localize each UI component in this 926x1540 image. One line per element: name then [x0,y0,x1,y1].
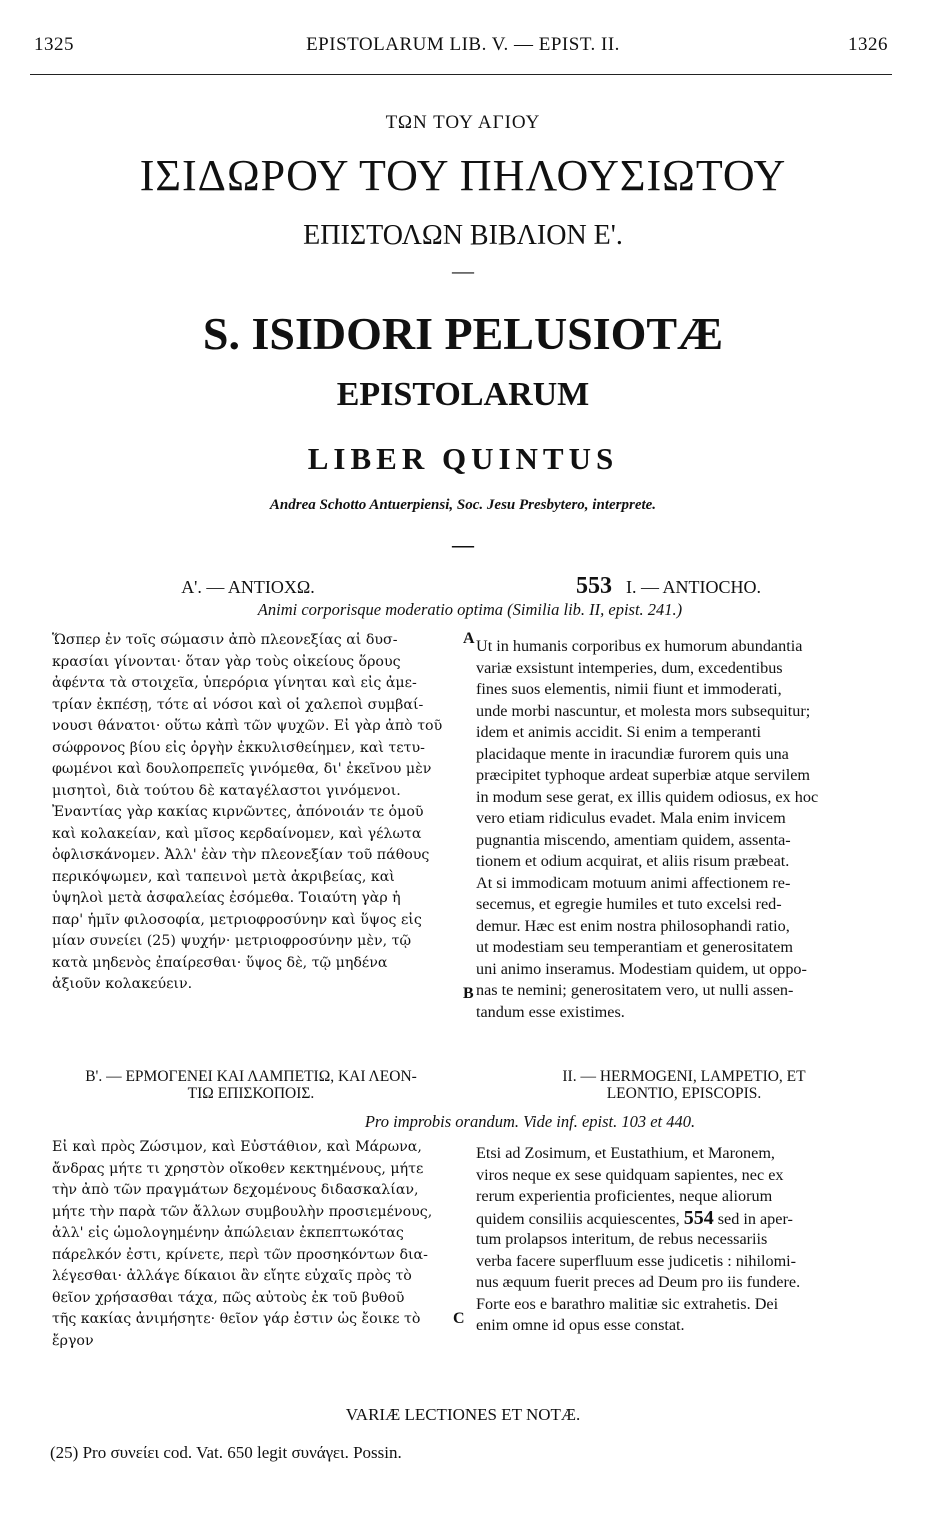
text-line: nas te nemini; generositatem vero, ut nulli assen- [476,981,794,999]
text-line: Ἐναντίας γὰρ κακίας κιρνῶντες, ἀπόνοιάν τε ὁμοῦ [52,804,424,820]
text-line: πάρελκόν ἐστι, κρίνετε, περὶ τῶν προσηκόντων δια- [52,1246,428,1263]
text-line: φωμένοι καὶ δουλοπρεπεῖς γινόμεθα, δι' ἐκεῖνου μὲν [52,761,432,777]
text-line: θεῖον χρήσασθαι τάχα, πῶς αὐτοὺς ἐκ τοῦ βυθοῦ [52,1289,405,1306]
text-line: vero etiam ridiculus evadet. Mala enim invicem [476,809,786,827]
margin-letter-c: C [453,1310,465,1327]
text-line: Ut in humanis corporibus ex humorum abundantia [476,637,803,655]
latin-title: S. ISIDORI PELUSIOTÆ [202,308,724,359]
interpreter-line: Andrea Schotto Antuerpiensi, Soc. Jesu Presbytero, interprete. [269,497,657,513]
text-line: τῆς κακίας ἀνιμήσητε· θεῖον γάρ ἐστιν ὡς ἔοικε τὸ [52,1311,421,1327]
text-line: Forte eos e barathro malitiæ sic extrahetis. Dei [476,1294,779,1313]
text-line: rerum experientia proficientes, neque aliorum [476,1187,773,1205]
epistle2-greek-column [52,1137,457,1352]
text-line: in modum sese gerat, ex illis quidem odiosus, ex hoc [476,787,819,806]
text-line: fines suos elementis, nimii fiunt et immoderati, [476,680,782,698]
text-line: variæ exsistunt intemperies, dum, excedentibus [476,658,783,677]
text-line: nus æquum fuerit preces ad Deum pro iis fundere. [476,1273,801,1291]
text-line: uni animo inseramus. Modestiam quidem, ut oppo- [476,959,807,978]
text-line: τὴν ἀπὸ τῶν πραγμάτων δεχομένους διδασκαλίαν, [52,1182,419,1198]
page-number-right: 1326 [848,34,888,55]
text-line: pugnantia miscendo, amentiam quidem, assenta- [476,830,791,849]
text-line: præcipitet typhoque ardeat superbiæ atque servilem [476,766,810,784]
text-line: ἀφέντα τὰ στοιχεῖα, ὑπερόρια γίνηται καὶ εἰς ἀμε- [52,675,417,691]
notes-heading: VARIÆ LECTIONES ET NOTÆ. [345,1405,581,1424]
text-line: περικόψωμεν, καὶ ταπεινοὶ μετὰ ἀκριβείας, καὶ [52,868,395,885]
title-dash: — [452,258,474,283]
column-number-554: 554 [683,1207,714,1229]
running-title: EPISTOLARUM LIB. V. — EPIST. II. [306,34,620,55]
text-line: viros neque ex sese quidquam sapientes, nec ex [476,1165,784,1184]
text-line: ὑψηλοὶ μετὰ ἀσφαλείας ἐσόμεθα. Τοιαύτη γὰρ ἡ [52,890,401,906]
text-line: enim omne id opus esse constat. [476,1316,685,1334]
latin-subtitle1: EPISTOLARUM [336,376,590,413]
text-line: τρίαν ἐκπέσῃ, τότε αἱ νόσοι καὶ οἱ χαλεποὶ συμβαί- [52,696,424,713]
heading-line: II. — HERMOGENI, LAMPETIO, ET [562,1068,806,1085]
text-line: κατὰ μηδενὸς ἐπαίρεσθαι· ὕψος δὲ, τῷ μηδένα [52,954,388,971]
heading-line: ΤΙΩ ΕΠΙΣΚΟΠΟΙΣ. [187,1085,315,1102]
text-fragment: quidem consiliis acquiescentes, [476,1209,680,1228]
text-line: κρασίαι γίνονται· ὅταν γὰρ τοὺς οἰκείους ὅρους [52,653,401,670]
text-line: idem et animis accidit. Si enim a temperanti [476,723,761,741]
column-number-553: 553 [576,573,612,599]
header-rule [30,74,892,75]
text-line: μισητοὶ, διὰ τούτου δὲ καταγέλαστοι γινόμενοι. [52,782,401,799]
text-line: μίαν συνείει (25) ψυχήν· μετριοφροσύνην μὲν, τῷ [52,933,412,949]
epistle2-latin-column [476,1143,892,1337]
text-line: Etsi ad Zosimum, et Eustathium, et Maronem, [476,1144,775,1162]
greek-title-line3: ΕΠΙΣΤΟΛΩΝ ΒΙΒΛΙΟΝ Ε'. [303,220,623,251]
note-25: (25) Pro συνείει cod. Vat. 650 legit συνάγει. Possin. [50,1443,402,1462]
text-line: tandum esse existimes. [476,1002,625,1021]
text-line: νουσι θάνατοι· οὕτω κἀπὶ τῶν ψυχῶν. Εἰ γὰρ ἀπὸ τοῦ [52,718,443,734]
epistle1-latin-heading: I. — ANTIOCHO. [626,577,761,597]
margin-letter-b: B [463,985,474,1002]
text-line: ἀξιοῦν κολακεύειν. [52,976,193,992]
epistle2-latin-heading [476,1068,892,1102]
title-dash-2: — [452,532,474,557]
epistle2-greek-heading [36,1068,466,1102]
epistle1-greek-heading: Α'. — ΑΝΤΙΟΧΩ. [181,577,315,597]
text-fragment: sed in aper- [717,1209,793,1228]
latin-subtitle2: LIBER QUINTUS [307,441,619,476]
epistle1-latin-column [476,636,892,1023]
text-line: ἀλλ' εἰς ὡμολογημένην ἀπώλειαν ἐκπεπτωκότας [52,1225,404,1241]
margin-letter-a: A [463,630,475,647]
text-line: λέγεσθαι· ἀλλάγε δίκαιοι ἂν εἴητε εὐχαῖς πρὸς τὸ [52,1268,412,1284]
text-line: ut modestiam seu temperantiam et generositatem [476,938,793,956]
text-line: ὀφλισκάνομεν. Ἀλλ' ἐὰν τὴν πλεονεξίαν τοῦ πάθους [52,847,430,863]
text-line: tum prolapsos interitum, de rebus necessariis [476,1230,768,1248]
text-line: μήτε τὴν παρὰ τῶν ἄλλων συμβουλὴν προσιεμένους, [52,1203,433,1220]
text-line: secemus, et egregie humiles et tuto excelsi red- [476,895,782,913]
page-number-left: 1325 [34,34,74,55]
greek-title-line1: ΤΩΝ ΤΟΥ ΑΓΙΟΥ [385,112,541,133]
epistle1-summary: Animi corporisque moderatio optima (Similia lib. II, epist. 241.) [257,600,683,619]
text-line: σώφρονος βίου εἰς ὀργὴν ἐκκυλισθείημεν, καὶ τετυ- [52,739,425,756]
text-line: unde morbi nascuntur, et molesta mors subsequitur; [476,701,811,720]
text-line: ἔργον [52,1332,94,1349]
epistle2-summary: Pro improbis orandum. Vide inf. epist. 103 et 440. [364,1112,696,1131]
text-line: καὶ κολακείαν, καὶ μῖσος κερδαίνομεν, καὶ γέλωτα [52,825,422,842]
text-line: ἄνδρας μήτε τι χρηστὸν οἴκοθεν κεκτημένους, μήτε [52,1160,424,1177]
text-line [476,1208,892,1230]
text-line: demur. Hæc est enim nostra philosophandi ratio, [476,916,790,935]
text-line: At si immodicam motuum animi affectionem re- [476,873,791,892]
heading-line: Β'. — ΕΡΜΟΓΕΝΕΙ ΚΑΙ ΛΑΜΠΕΤΙΩ, ΚΑΙ ΛΕΟΝ- [85,1068,417,1085]
text-line: placidaque mente in iracundiæ furorem quis una [476,744,789,763]
greek-title-line2: ΙΣΙΔΩΡΟΥ ΤΟΥ ΠΗΛΟΥΣΙΩΤΟΥ [139,151,787,200]
text-line: verba facere superfluum esse judicetis : nihilomi- [476,1251,797,1270]
text-line: tionem et odium acquirat, et aliis risum præbeat. [476,852,790,870]
heading-line: LEONTIO, EPISCOPIS. [606,1085,762,1102]
text-line: Ὥσπερ ἐν τοῖς σώμασιν ἀπὸ πλεονεξίας αἱ δυσ- [52,632,398,648]
text-line: παρ' ἡμῖν φιλοσοφία, μετριοφροσύνην καὶ ὕψος εἰς [52,911,422,928]
text-line: Εἰ καὶ πρὸς Ζώσιμον, καὶ Εὐστάθιον, καὶ Μάρωνα, [52,1139,422,1155]
epistle1-greek-column [52,630,457,996]
